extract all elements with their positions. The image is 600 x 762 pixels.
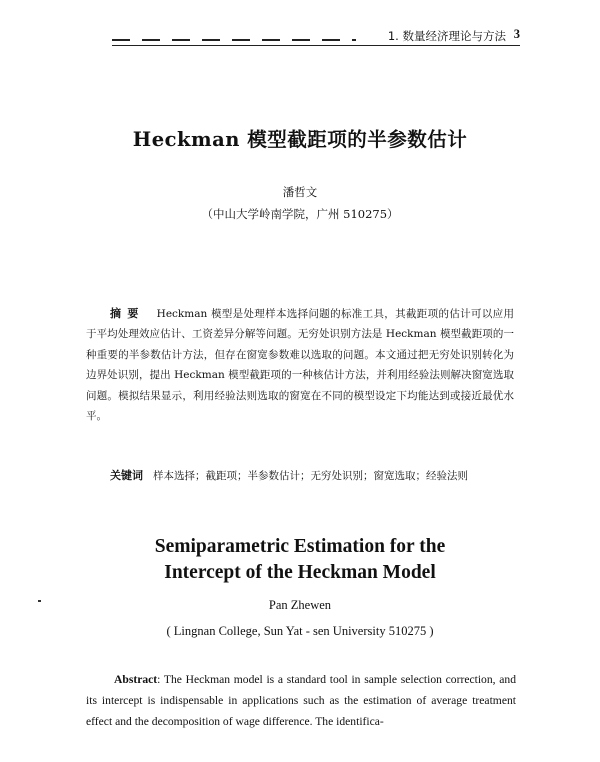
chinese-abstract-label: 摘要	[110, 307, 145, 320]
chinese-title: Heckman 模型截距项的半参数估计	[132, 128, 468, 151]
running-header	[112, 26, 520, 48]
chinese-author: 潘哲文	[282, 185, 318, 199]
header-dash-line	[112, 39, 356, 41]
english-abstract-label: Abstract	[114, 673, 158, 686]
running-title: 1. 数量经济理论与方法	[387, 29, 506, 43]
english-title	[0, 534, 600, 586]
chinese-abstract	[86, 304, 514, 426]
english-title-line-1: Semiparametric Estimation for the	[154, 536, 446, 557]
header-rule	[112, 45, 520, 46]
english-affiliation: ( Lingnan College, Sun Yat - sen University 510275 )	[166, 624, 434, 638]
chinese-affiliation: （中山大学岭南学院，广州 510275）	[201, 207, 399, 221]
chinese-abstract-text: Heckman 模型是处理样本选择问题的标准工具，其截距项的估计可以应用于平均处理效应估计、工资差异分解等问题。无穷处识别方法是 Heckman 模型截距项的一种重要的半参数估计方法，但存在窗宽参数难以选取的问题。本文通过把无穷处识别转化为边界处识别，提出 Heckman 模型截距项的一种核估计方法，并利用经验法则解决窗宽选取问题。模拟结果显示，利用经验法则选取的窗宽在不同的模型设定下均能达到或接近最优水平。	[86, 308, 514, 423]
english-abstract	[86, 669, 516, 732]
page-number: 3	[513, 27, 520, 41]
english-author: Pan Zhewen	[268, 598, 332, 612]
english-title-line-2: Intercept of the Heckman Model	[164, 562, 436, 583]
chinese-keywords-text: 样本选择；截距项；半参数估计；无穷处识别；窗宽选取；经验法则	[153, 470, 468, 482]
english-abstract-text: The Heckman model is a standard tool in sample selection correction, and its intercept is indispensable in applications such as the estimation of average treatment effect and the decomposition of wage difference. The identifica-	[86, 673, 516, 728]
chinese-keywords-label: 关键词	[110, 469, 143, 482]
scan-margin-mark	[38, 600, 41, 602]
chinese-keywords	[86, 466, 514, 486]
english-abstract-colon: :	[157, 673, 164, 686]
